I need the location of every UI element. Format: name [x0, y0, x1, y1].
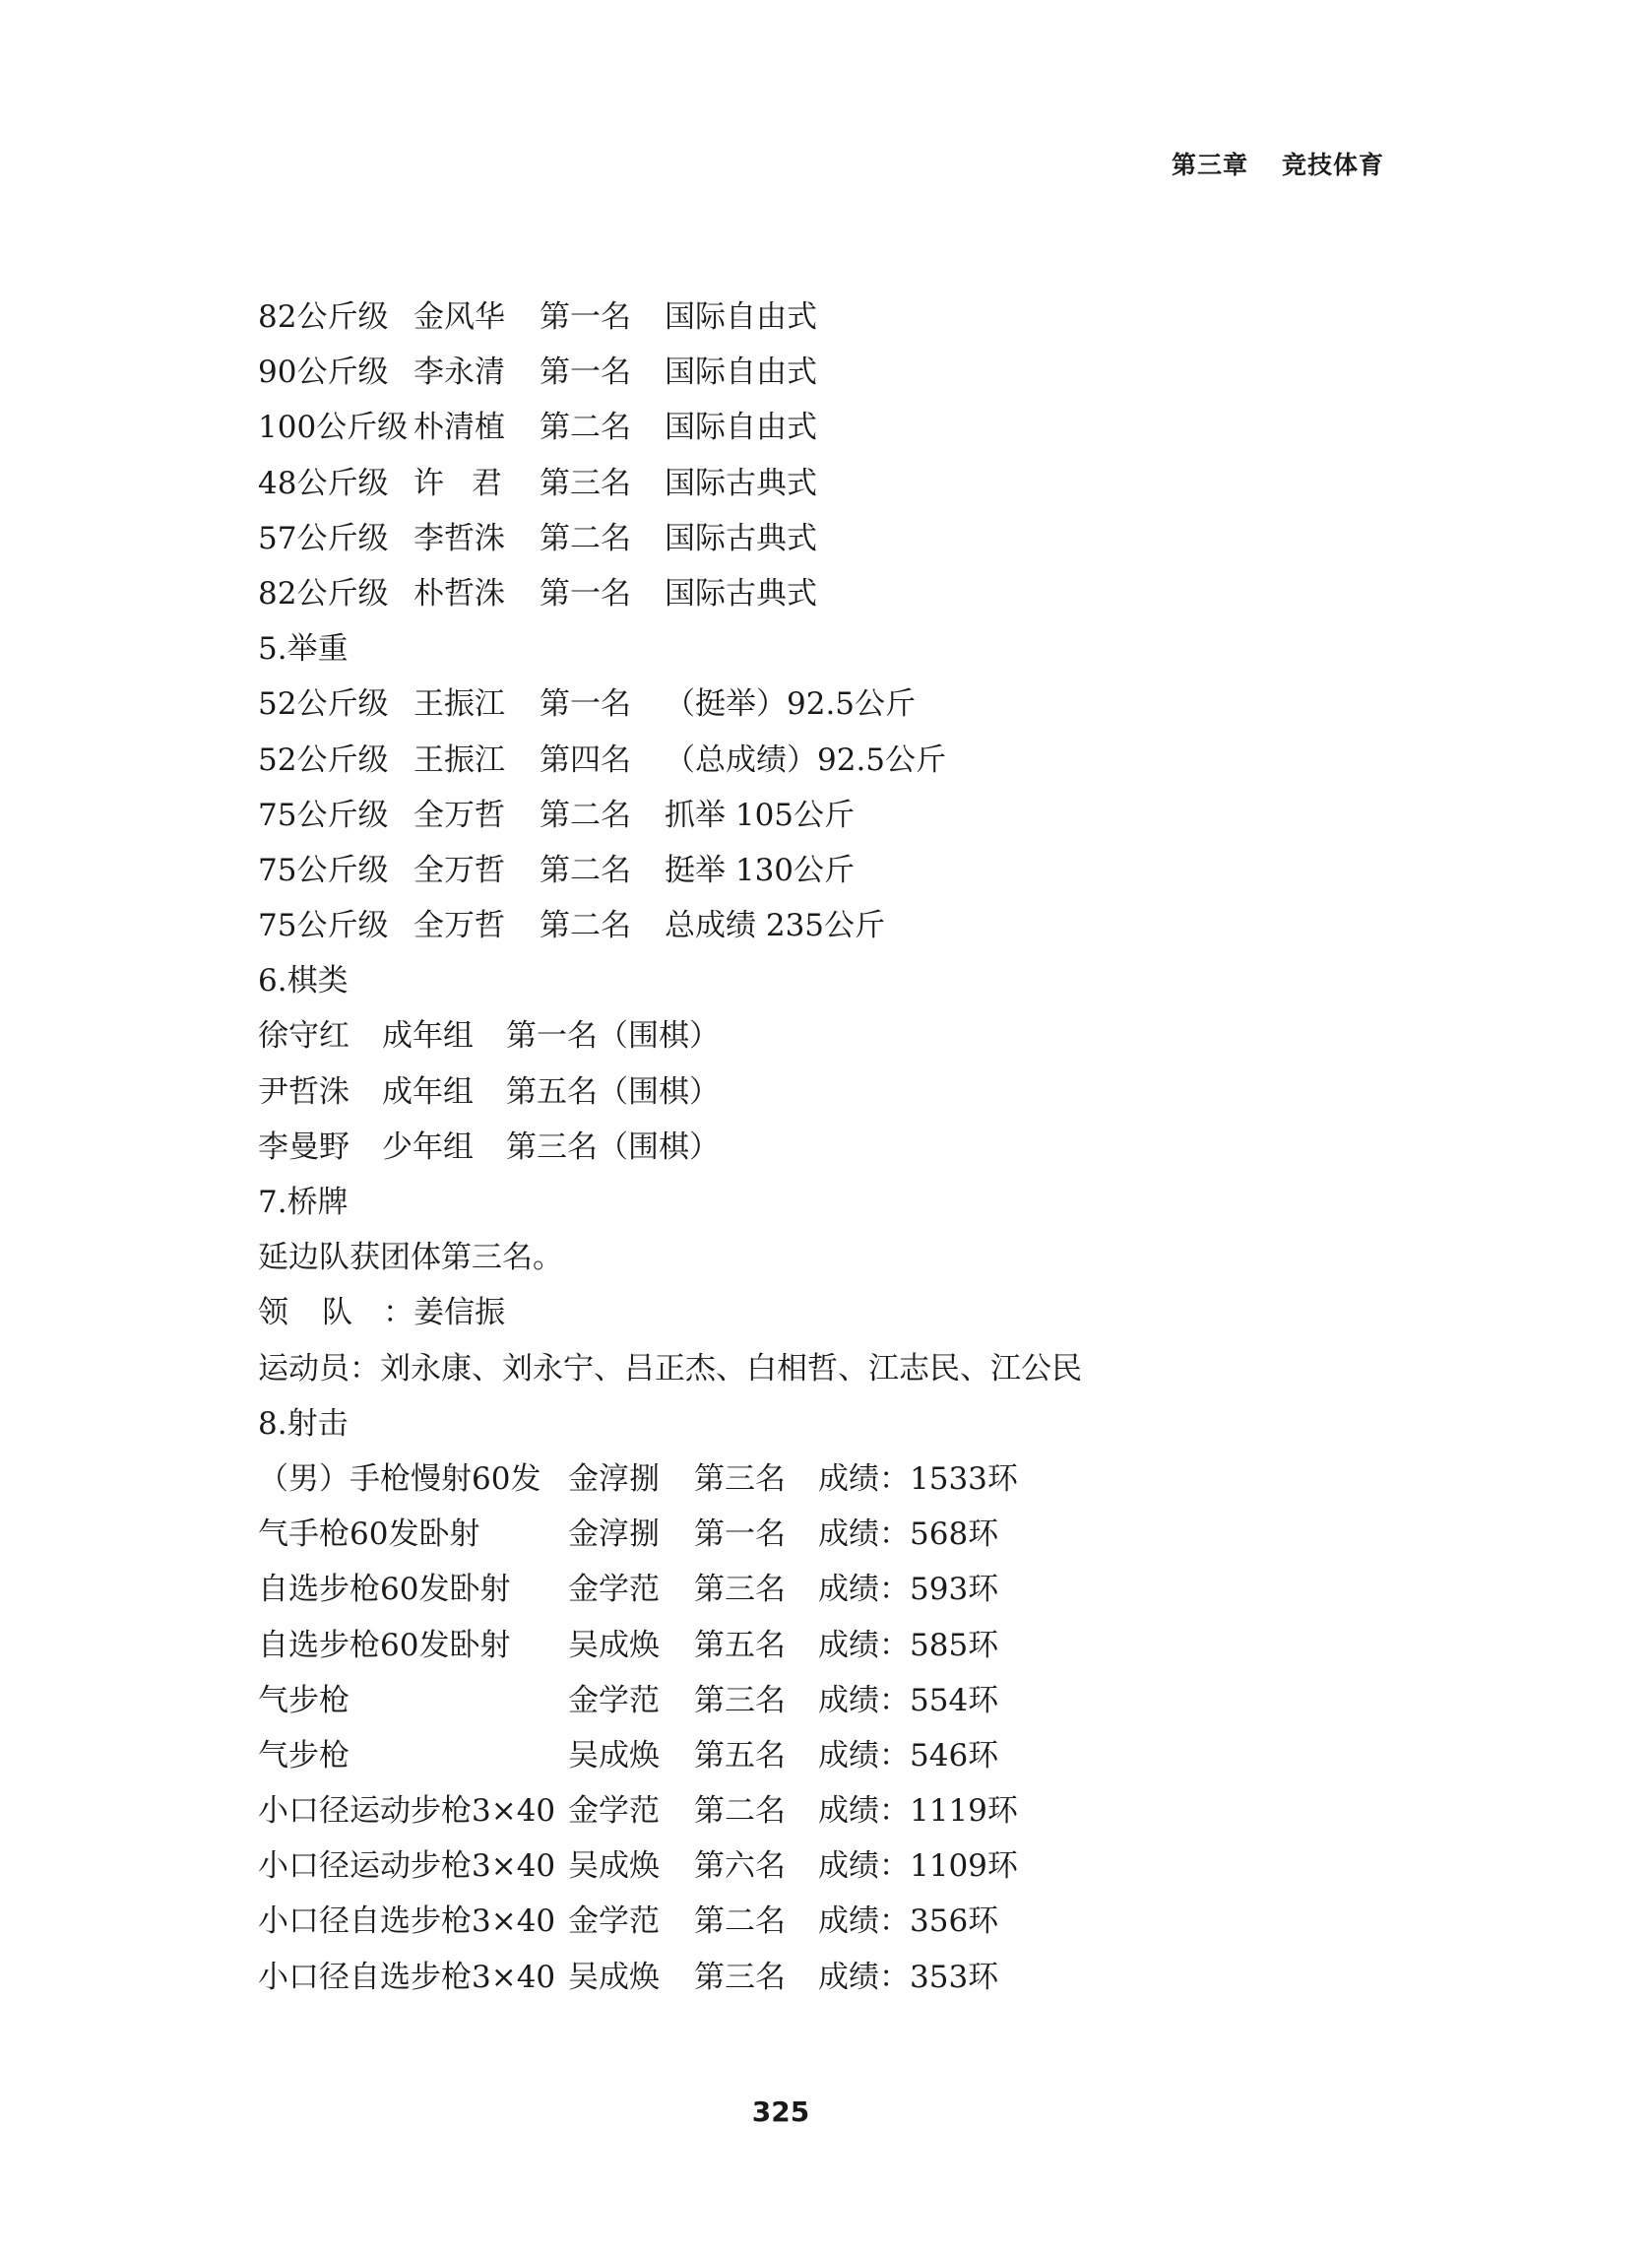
weight-class: 75公斤级	[258, 908, 389, 944]
style: 国际古典式	[665, 520, 817, 556]
shooting-row	[258, 1783, 1538, 1838]
rank: 第四名	[540, 742, 631, 778]
event: 自选步枪60发卧射	[258, 1572, 511, 1608]
weightlifting-row	[258, 788, 1538, 843]
weightlifting-row	[258, 898, 1538, 953]
leader-separator: ：	[383, 1295, 414, 1331]
chess-row	[258, 1064, 1538, 1120]
rank: 第三名	[540, 465, 631, 501]
result: 第三名（围棋）	[506, 1128, 720, 1165]
shooting-row	[258, 1950, 1538, 2005]
shooting-row	[258, 1618, 1538, 1673]
athlete-name: 全万哲	[413, 908, 505, 944]
style: 国际自由式	[665, 410, 817, 446]
athlete-name: 王振江	[413, 742, 505, 778]
rank: 第五名	[694, 1627, 786, 1663]
result: 总成绩 235公斤	[665, 908, 886, 944]
athlete-name: 李曼野	[258, 1128, 349, 1165]
bridge-summary: 延边队获团体第三名。	[258, 1240, 563, 1276]
result: 挺举 130公斤	[665, 852, 856, 888]
event: 气手枪60发卧射	[258, 1516, 480, 1553]
weightlifting-row	[258, 733, 1538, 788]
event: 小口径自选步枪3×40	[258, 1903, 556, 1940]
rank: 第一名	[540, 299, 631, 335]
style: 国际自由式	[665, 299, 817, 335]
shooting-row	[258, 1894, 1538, 1949]
rank: 第二名	[540, 908, 631, 944]
bridge-leader-line	[258, 1285, 1538, 1340]
age-group: 少年组	[382, 1128, 474, 1165]
result: 第一名（围棋）	[506, 1018, 720, 1055]
score: 成绩：1533环	[818, 1460, 1018, 1497]
score: 成绩：1109环	[818, 1848, 1018, 1885]
rank: 第二名	[540, 797, 631, 833]
style: 国际古典式	[665, 465, 817, 501]
chess-row	[258, 1008, 1538, 1064]
rank: 第三名	[694, 1682, 786, 1718]
score: 成绩：356环	[818, 1903, 999, 1940]
wrestling-row	[258, 400, 1538, 455]
athlete-name: 吴成焕	[568, 1627, 660, 1663]
athlete-name: 吴成焕	[568, 1848, 660, 1885]
shooting-row	[258, 1728, 1538, 1783]
result: 抓举 105公斤	[665, 797, 856, 833]
athlete-name: 金淳捌	[568, 1516, 660, 1553]
event: 小口径运动步枪3×40	[258, 1848, 556, 1885]
weight-class: 75公斤级	[258, 852, 389, 888]
weight-class: 82公斤级	[258, 575, 389, 612]
chapter-title: 竞技体育	[1282, 151, 1385, 179]
wrestling-row	[258, 456, 1538, 511]
age-group: 成年组	[382, 1073, 474, 1110]
page-body	[258, 290, 1538, 2005]
athlete-name: 朴哲洙	[413, 575, 505, 612]
athlete-name: 金淳捌	[568, 1460, 660, 1497]
athlete-name: 王振江	[413, 686, 505, 723]
score: 成绩：585环	[818, 1627, 999, 1663]
score: 成绩：554环	[818, 1682, 999, 1718]
rank: 第二名	[540, 852, 631, 888]
athletes-label: 运动员：	[258, 1350, 380, 1386]
athlete-name: 李永清	[413, 355, 505, 391]
wrestling-row	[258, 345, 1538, 400]
wrestling-row	[258, 511, 1538, 566]
weight-class: 57公斤级	[258, 520, 389, 556]
shooting-row	[258, 1838, 1538, 1894]
wrestling-row	[258, 290, 1538, 345]
rank: 第一名	[540, 575, 631, 612]
section-heading-shooting: 8.射击	[258, 1405, 349, 1442]
rank: 第一名	[540, 686, 631, 723]
athlete-name: 李哲洙	[413, 520, 505, 556]
weight-class: 100公斤级	[258, 410, 409, 446]
weight-class: 75公斤级	[258, 797, 389, 833]
rank: 第二名	[540, 520, 631, 556]
weightlifting-row	[258, 843, 1538, 898]
rank: 第二名	[540, 410, 631, 446]
weightlifting-row	[258, 677, 1538, 732]
rank: 第二名	[694, 1903, 786, 1940]
style: 国际古典式	[665, 575, 817, 612]
style: 国际自由式	[665, 355, 817, 391]
section-heading-chess: 6.棋类	[258, 963, 349, 1000]
athlete-name: 吴成焕	[568, 1959, 660, 1995]
event: 自选步枪60发卧射	[258, 1627, 511, 1663]
leader-label: 领队	[258, 1295, 387, 1331]
athlete-name: 全万哲	[413, 852, 505, 888]
athlete-name: 尹哲洙	[258, 1073, 349, 1110]
rank: 第一名	[540, 355, 631, 391]
athlete-name: 徐守红	[258, 1018, 349, 1055]
bridge-athletes-line	[258, 1341, 1538, 1396]
chapter-label: 第三章	[1172, 151, 1249, 179]
score: 成绩：593环	[818, 1572, 999, 1608]
athlete-name: 金学范	[568, 1572, 660, 1608]
event: （男）手枪慢射60发	[258, 1460, 541, 1497]
shooting-row	[258, 1451, 1538, 1507]
result: （总成绩）92.5公斤	[665, 742, 947, 778]
event: 气步枪	[258, 1682, 349, 1718]
score: 成绩：353环	[818, 1959, 999, 1995]
event: 小口径自选步枪3×40	[258, 1959, 556, 1995]
rank: 第三名	[694, 1460, 786, 1497]
weight-class: 90公斤级	[258, 355, 389, 391]
section-heading-weightlifting: 5.举重	[258, 631, 349, 668]
score: 成绩：568环	[818, 1516, 999, 1553]
athletes-list: 刘永康、刘永宁、吕正杰、白相哲、江志民、江公民	[380, 1350, 1082, 1386]
rank: 第一名	[694, 1516, 786, 1553]
athlete-name: 许君	[413, 465, 530, 501]
section-heading-bridge: 7.桥牌	[258, 1185, 349, 1220]
rank: 第六名	[694, 1848, 786, 1885]
athlete-name: 金学范	[568, 1903, 660, 1940]
athlete-name: 金风华	[413, 299, 505, 335]
weight-class: 52公斤级	[258, 686, 389, 723]
athlete-name: 金学范	[568, 1682, 660, 1718]
score: 成绩：1119环	[818, 1793, 1018, 1830]
rank: 第五名	[694, 1737, 786, 1773]
rank: 第三名	[694, 1572, 786, 1608]
running-header	[1172, 146, 1384, 181]
chess-row	[258, 1120, 1538, 1175]
shooting-row	[258, 1562, 1538, 1617]
score: 成绩：546环	[818, 1737, 999, 1773]
weight-class: 48公斤级	[258, 465, 389, 501]
wrestling-row	[258, 566, 1538, 621]
event: 小口径运动步枪3×40	[258, 1793, 556, 1830]
shooting-row	[258, 1507, 1538, 1562]
athlete-name: 朴清植	[413, 410, 505, 446]
age-group: 成年组	[382, 1018, 474, 1055]
event: 气步枪	[258, 1737, 349, 1773]
rank: 第三名	[694, 1959, 786, 1995]
rank: 第二名	[694, 1793, 786, 1830]
weight-class: 82公斤级	[258, 299, 389, 335]
page-number: 325	[751, 2096, 810, 2128]
weight-class: 52公斤级	[258, 742, 389, 778]
athlete-name: 金学范	[568, 1793, 660, 1830]
athlete-name: 吴成焕	[568, 1737, 660, 1773]
shooting-row	[258, 1673, 1538, 1728]
result: 第五名（围棋）	[506, 1073, 720, 1110]
leader-name: 姜信振	[413, 1295, 506, 1331]
result: （挺举）92.5公斤	[665, 686, 917, 723]
athlete-name: 全万哲	[413, 797, 505, 833]
